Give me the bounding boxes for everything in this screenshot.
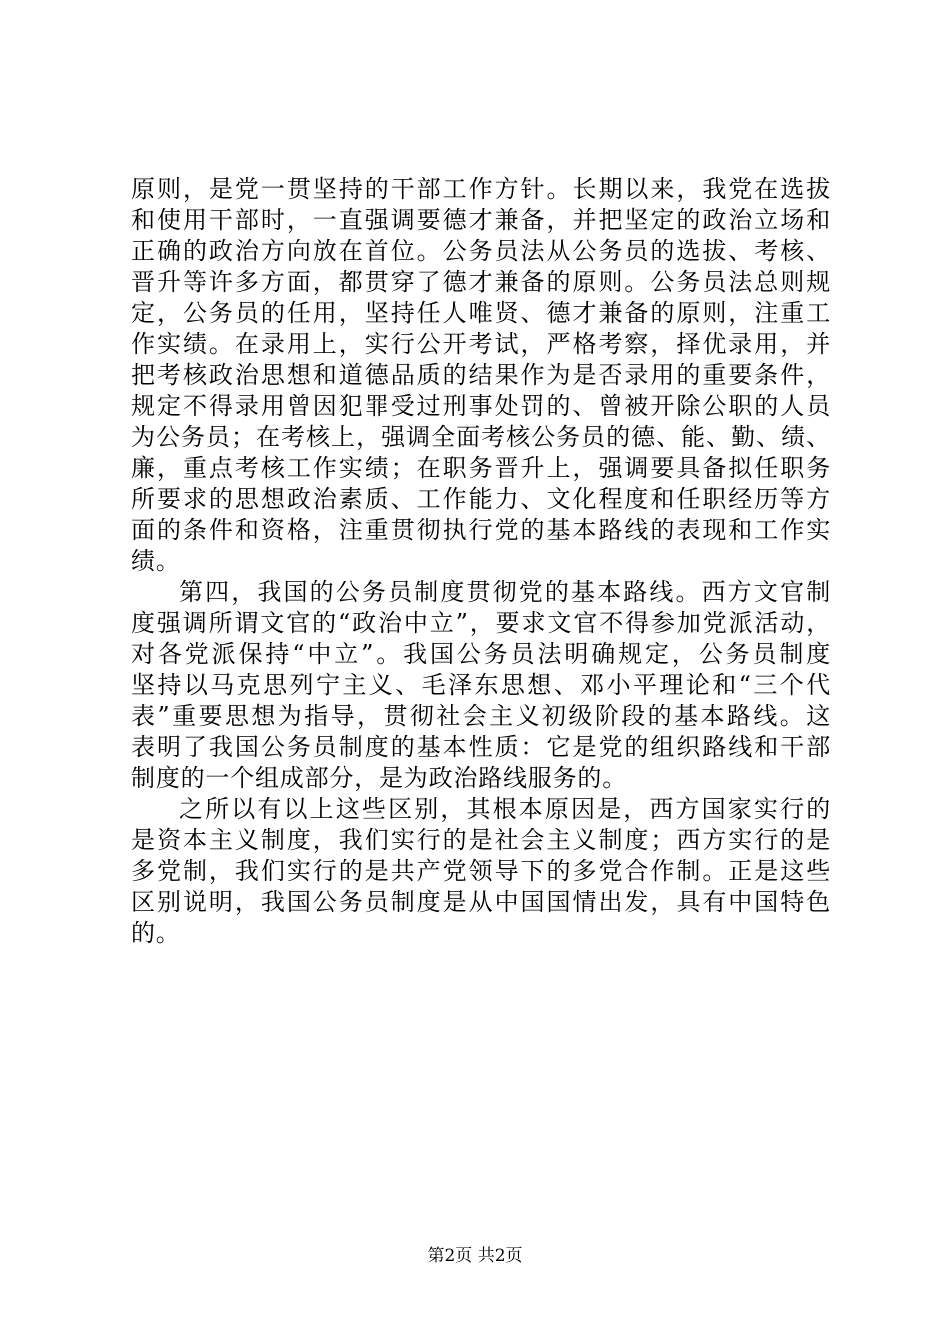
text-line: 和使用干部时，一直强调要德才兼备，并把坚定的政治立场和 bbox=[131, 206, 831, 234]
text-line: 绩。 bbox=[131, 547, 181, 575]
paragraph-first-line: 第四，我国的公务员制度贯彻党的基本路线。西方文官制 bbox=[179, 578, 831, 606]
text-line: 所要求的思想政治素质、工作能力、文化程度和任职经历等方 bbox=[131, 485, 831, 513]
text-line: 坚持以马克思列宁主义、毛泽东思想、邓小平理论和“三个代 bbox=[131, 671, 831, 699]
paragraph-first-line: 之所以有以上这些区别，其根本原因是，西方国家实行的 bbox=[179, 795, 831, 823]
text-line: 面的条件和资格，注重贯彻执行党的基本路线的表现和工作实 bbox=[131, 516, 831, 544]
text-line: 是资本主义制度，我们实行的是社会主义制度；西方实行的是 bbox=[131, 826, 831, 854]
text-line: 表”重要思想为指导，贯彻社会主义初级阶段的基本路线。这 bbox=[131, 702, 831, 730]
text-line: 为公务员；在考核上，强调全面考核公务员的德、能、勤、绩、 bbox=[131, 423, 831, 451]
body-text bbox=[131, 174, 831, 949]
text-line: 对各党派保持“中立”。我国公务员法明确规定，公务员制度 bbox=[131, 640, 831, 668]
text-line: 度强调所谓文官的“政治中立”，要求文官不得参加党派活动， bbox=[131, 609, 831, 637]
text-line: 把考核政治思想和道德品质的结果作为是否录用的重要条件， bbox=[131, 361, 831, 389]
text-line: 区别说明，我国公务员制度是从中国国情出发，具有中国特色 bbox=[131, 888, 831, 916]
text-line: 表明了我国公务员制度的基本性质：它是党的组织路线和干部 bbox=[131, 733, 831, 761]
text-line: 廉，重点考核工作实绩；在职务晋升上，强调要具备拟任职务 bbox=[131, 454, 831, 482]
text-line: 晋升等许多方面，都贯穿了德才兼备的原则。公务员法总则规 bbox=[131, 268, 831, 296]
text-line: 正确的政治方向放在首位。公务员法从公务员的选拔、考核、 bbox=[131, 237, 831, 265]
text-line: 规定不得录用曾因犯罪受过刑事处罚的、曾被开除公职的人员 bbox=[131, 392, 831, 420]
text-line: 作实绩。在录用上，实行公开考试，严格考察，择优录用，并 bbox=[131, 330, 831, 358]
text-line: 的。 bbox=[131, 919, 181, 947]
page-number-footer: 第2页 共2页 bbox=[427, 1246, 523, 1266]
text-line: 定，公务员的任用，坚持任人唯贤、德才兼备的原则，注重工 bbox=[131, 299, 831, 327]
text-line: 多党制，我们实行的是共产党领导下的多党合作制。正是这些 bbox=[131, 857, 831, 885]
text-line: 制度的一个组成部分，是为政治路线服务的。 bbox=[131, 764, 627, 792]
text-line: 原则，是党一贯坚持的干部工作方针。长期以来，我党在选拔 bbox=[131, 175, 831, 203]
